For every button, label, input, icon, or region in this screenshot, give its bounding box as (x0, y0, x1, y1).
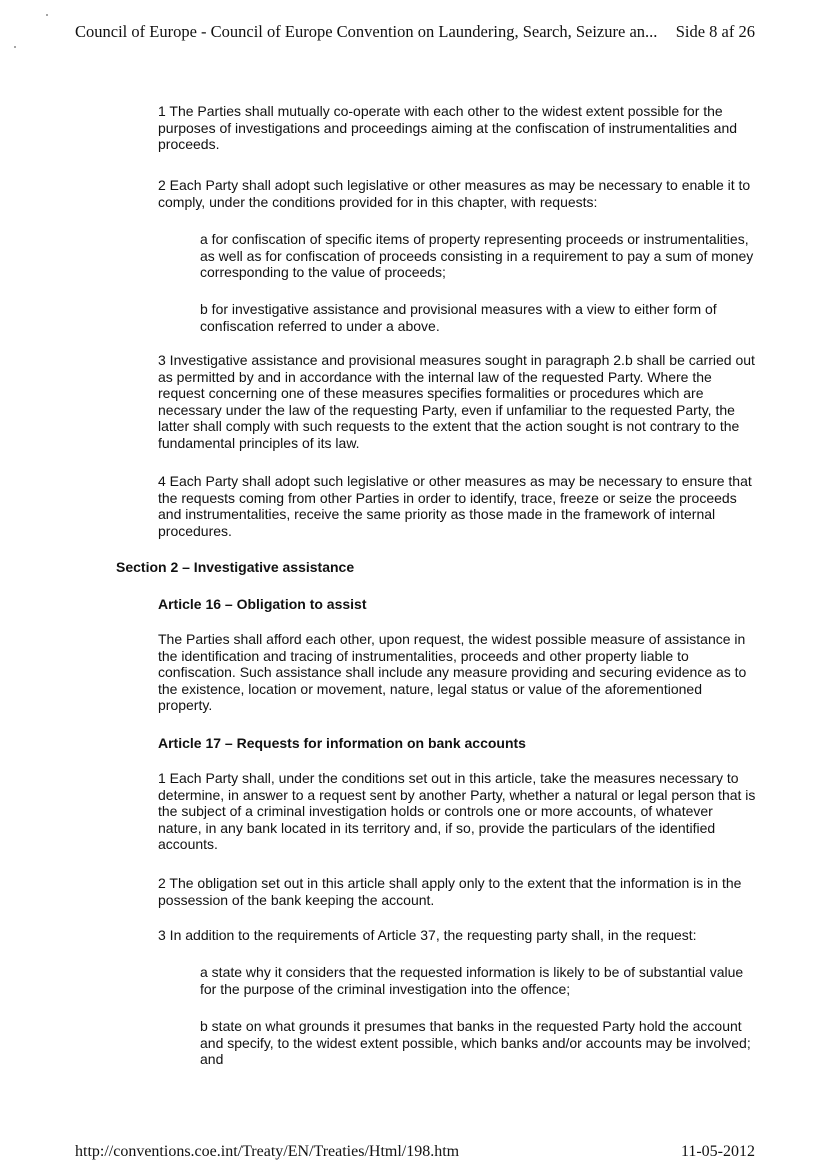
article-17-paragraph-3b: b state on what grounds it presumes that banks in the requested Party hold the account and specify, to the widest extent possible, which banks and/or accounts may be involved; and (200, 1018, 751, 1067)
page-footer (75, 1143, 755, 1161)
article-16-heading: Article 16 – Obligation to assist (158, 596, 367, 612)
footer-date: 11-05-2012 (680, 1143, 755, 1160)
section-2-heading: Section 2 – Investigative assistance (116, 559, 355, 575)
paragraph-2: 2 Each Party shall adopt such legislative or other measures as may be necessary to enable it to comply, under the conditions provided for in this chapter, with requests: (158, 177, 751, 210)
article-16-text: The Parties shall afford each other, upon request, the widest possible measure of assistance in the identification and tracing of instrumentalities, proceeds and other property liable to confiscation. Such assistance shall include any measure providing and securing evidence as to the existence, location or movement, nature, legal status or value of the aforementioned property. (158, 631, 747, 713)
article-17-paragraph-3a: a state why it considers that the requested information is likely to be of substantial value for the purpose of the criminal investigation into the offence; (200, 964, 744, 997)
page-header (75, 22, 755, 42)
paragraph-2b: b for investigative assistance and provisional measures with a view to either form of confiscation referred to under a above. (200, 301, 717, 334)
scan-speck (14, 46, 16, 48)
header-page-number: Side 8 af 26 (675, 22, 755, 41)
article-17-paragraph-3: 3 In addition to the requirements of Article 37, the requesting party shall, in the request: (158, 927, 697, 943)
scan-speck (46, 14, 48, 16)
article-17-paragraph-1: 1 Each Party shall, under the conditions set out in this article, take the measures necessary to determine, in answer to a request sent by another Party, whether a natural or legal person that is the subject of a criminal investigation holds or controls one or more accounts, of whatever nature, in any bank located in its territory and, if so, provide the particulars of the identified accounts. (158, 770, 756, 852)
footer-url: http://conventions.coe.int/Treaty/EN/Treaties/Html/198.htm (75, 1143, 460, 1160)
paragraph-2a: a for confiscation of specific items of property representing proceeds or instrumentalities, as well as for confiscation of proceeds consisting in a requirement to pay a sum of money corresponding to the value of proceeds; (200, 231, 754, 280)
article-17-heading: Article 17 – Requests for information on bank accounts (158, 735, 526, 751)
paragraph-3: 3 Investigative assistance and provisional measures sought in paragraph 2.b shall be carried out as permitted by and in accordance with the internal law of the requested Party. Where the request concerning one of these measures specifies formalities or procedures which are necessary under the law of the requesting Party, even if unfamiliar to the requested Party, the latter shall comply with such requests to the extent that the action sought is not contrary to the fundamental principles of its law. (158, 352, 755, 451)
header-title: Council of Europe - Council of Europe Convention on Laundering, Search, Seizure an... (75, 22, 658, 41)
article-17-paragraph-2: 2 The obligation set out in this article shall apply only to the extent that the information is in the possession of the bank keeping the account. (158, 875, 742, 908)
paragraph-1: 1 The Parties shall mutually co-operate with each other to the widest extent possible for the purposes of investigations and proceedings aiming at the confiscation of instrumentalities and proceeds. (158, 103, 738, 152)
paragraph-4: 4 Each Party shall adopt such legislative or other measures as may be necessary to ensure that the requests coming from other Parties in order to identify, trace, freeze or seize the proceeds and instrumentalities, receive the same priority as those made in the framework of internal procedures. (158, 473, 752, 539)
